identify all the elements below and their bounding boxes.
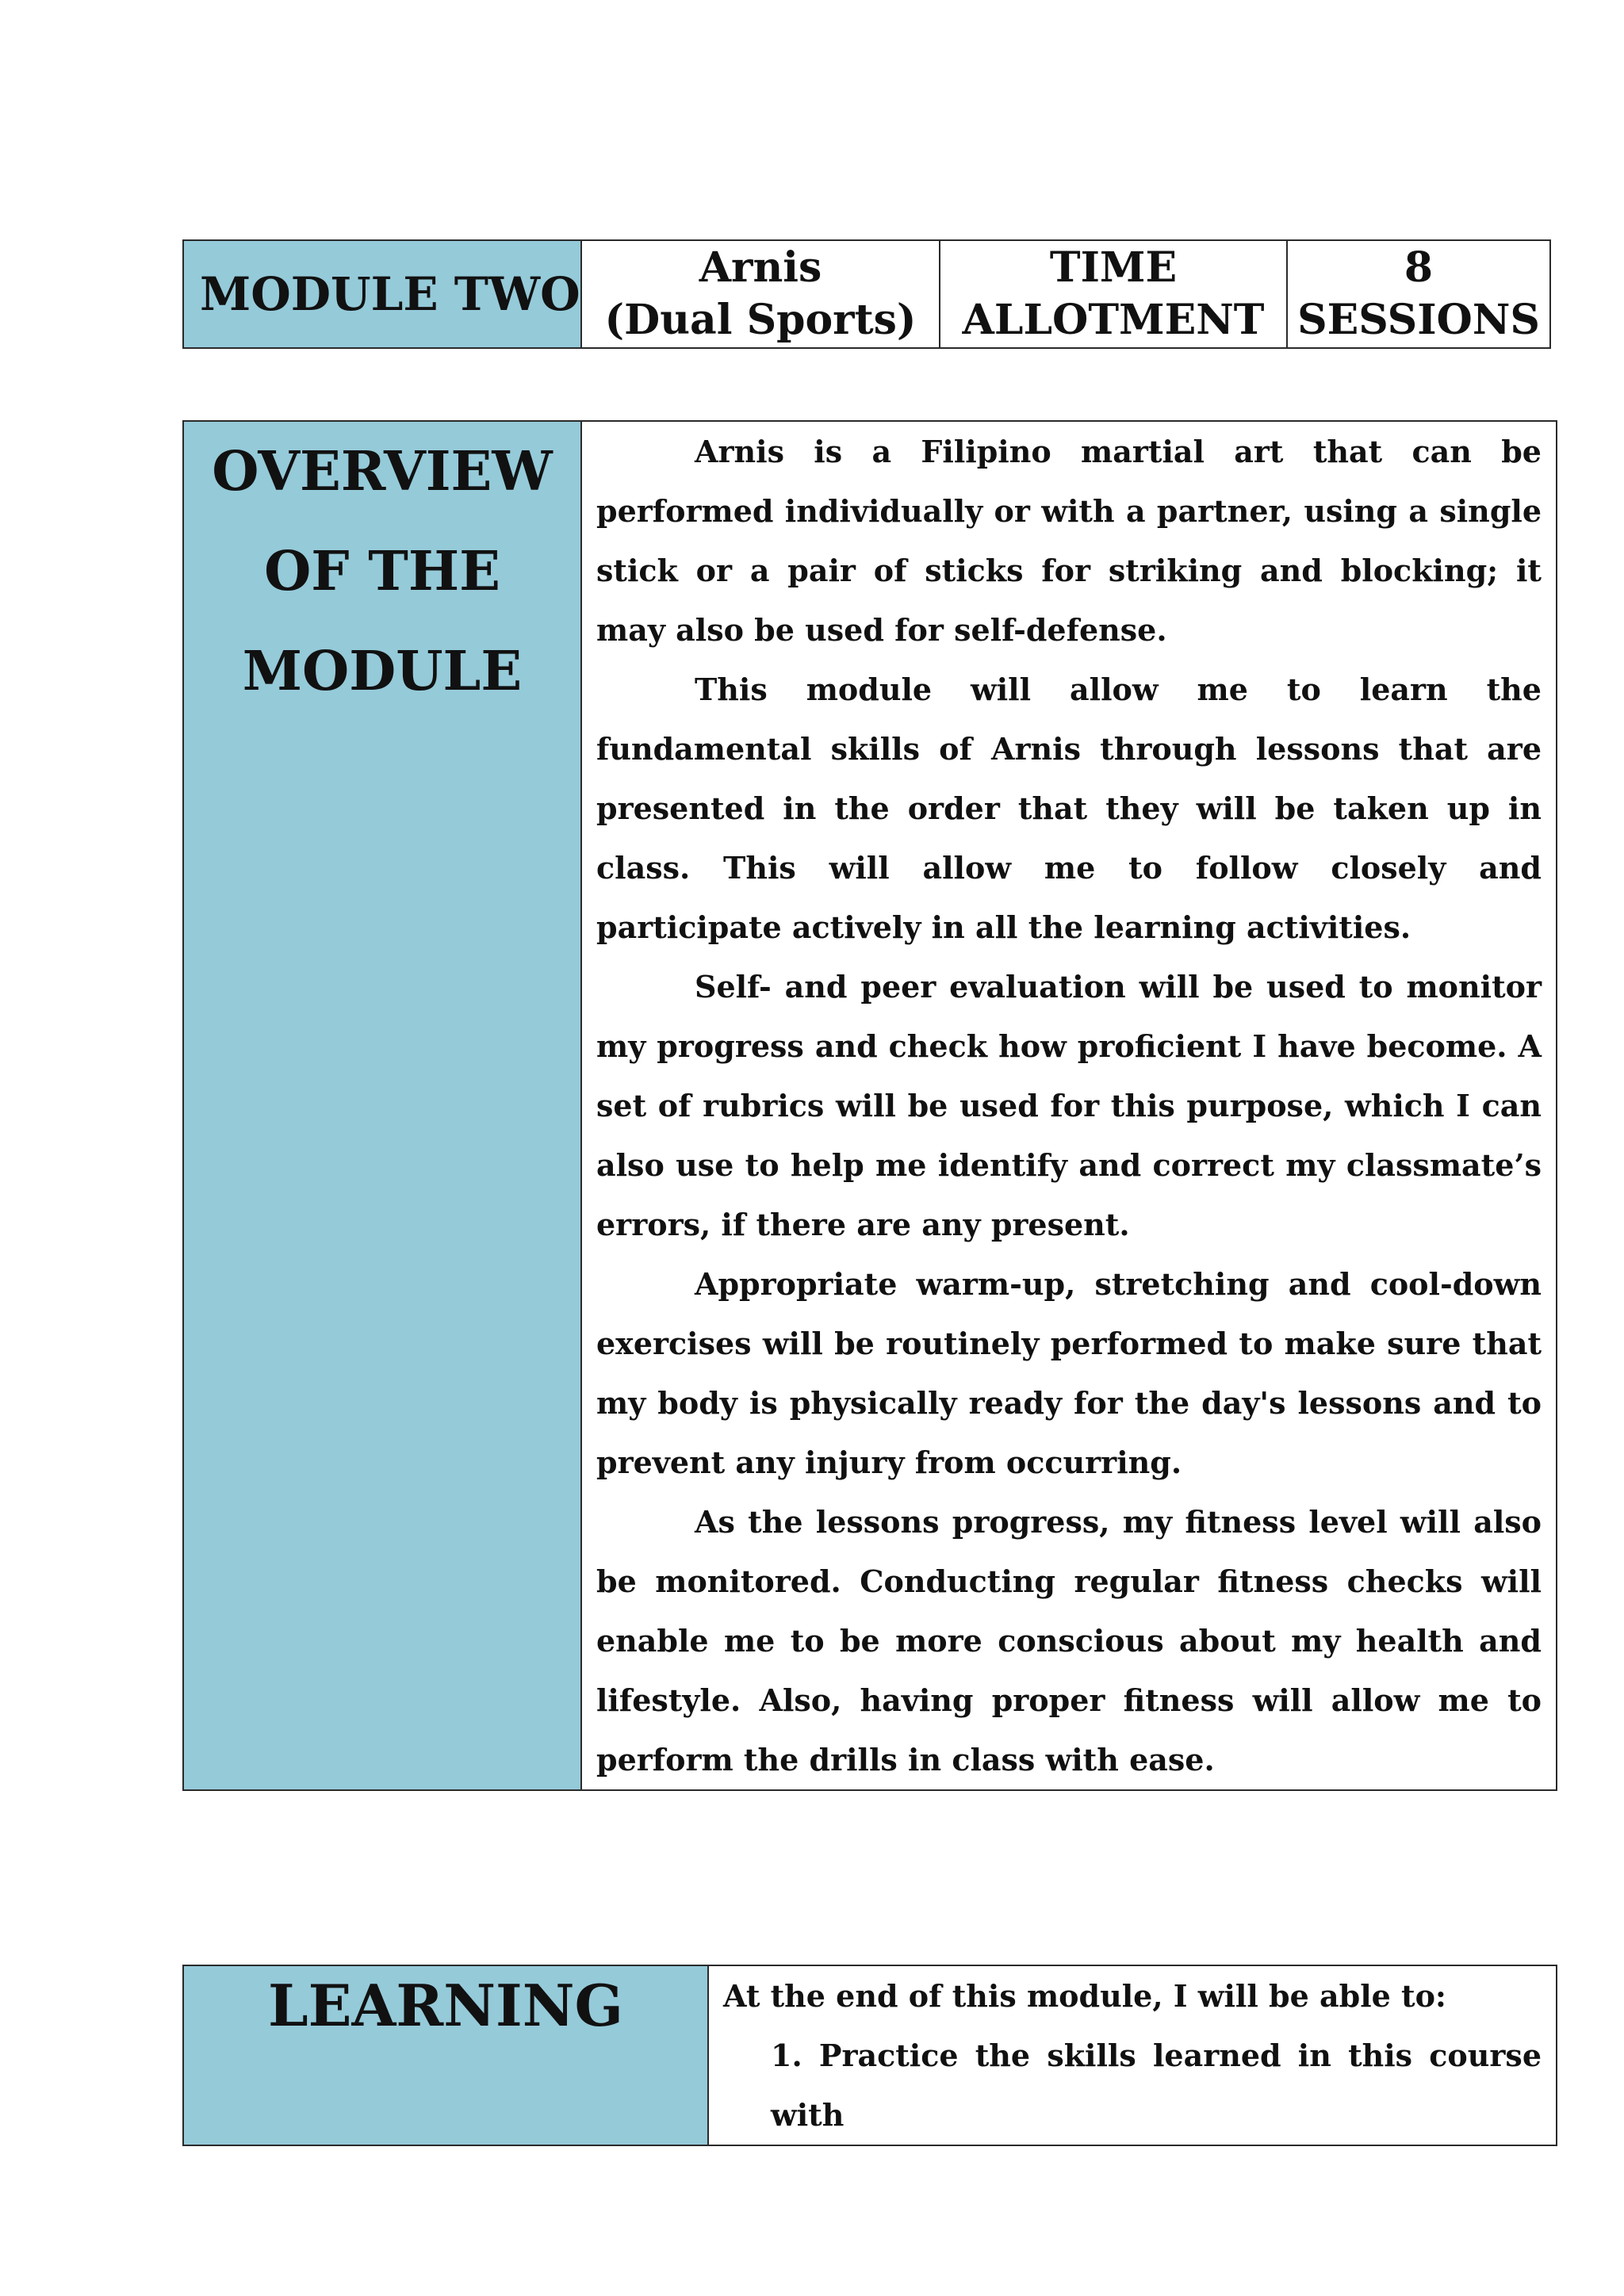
learning-heading-cell (183, 1965, 708, 2145)
learning-body-cell (708, 1965, 1557, 2145)
learning-heading: LEARNING (268, 1972, 623, 2039)
overview-paragraph: Appropriate warm-up, stretching and cool-down exercises will be routinely performed to make sure that my body is physically ready for the day's lessons and to prevent any injury from occurring. (596, 1266, 1542, 1480)
allotment-label: ALLOTMENT (962, 296, 1265, 344)
overview-paragraph: This module will allow me to learn the fundamental skills of Arnis through lessons that are presented in the order that they will be taken up in class. This will allow me to follow closely and participate actively in all the learning activities. (596, 672, 1542, 945)
sessions-label: SESSIONS (1297, 296, 1540, 344)
learning-table (182, 1965, 1557, 2146)
learning-objective: 1. Practice the skills learned in this course with (771, 2038, 1542, 2133)
overview-heading-line-3: MODULE (242, 640, 523, 703)
sessions-cell (1287, 240, 1550, 348)
overview-body-cell (581, 421, 1557, 1790)
overview-heading-cell (183, 421, 581, 1790)
overview-heading-line-2: OF THE (264, 540, 500, 603)
subject-subtitle: (Dual Sports) (604, 296, 917, 344)
overview-heading-line-1: OVERVIEW (212, 440, 553, 503)
time-label: TIME (1049, 243, 1178, 292)
overview-paragraph: As the lessons progress, my fitness level will also be monitored. Conducting regular fitness checks will enable me to be more conscious about my health and lifestyle. Also, having proper fitness will allow me to perform the drills in class with ease. (596, 1504, 1542, 1777)
overview-table (182, 420, 1557, 1791)
subject-cell (581, 240, 940, 348)
sessions-count: 8 (1404, 243, 1434, 292)
subject-title: Arnis (699, 243, 822, 292)
time-allotment-cell (940, 240, 1287, 348)
module-header-table (182, 239, 1551, 349)
learning-intro: At the end of this module, I will be able to: (723, 1978, 1446, 2014)
module-label-cell (183, 240, 581, 348)
module-label: MODULE TWO (200, 267, 580, 321)
overview-paragraph: Self- and peer evaluation will be used to monitor my progress and check how proficient I have become. A set of rubrics will be used for this purpose, which I can also use to help me identify and correct my classmate’s errors, if there are any present. (596, 969, 1542, 1242)
overview-paragraph: Arnis is a Filipino martial art that can be performed individually or with a partner, using a single stick or a pair of sticks for striking and blocking; it may also be used for self-defense. (596, 434, 1542, 648)
